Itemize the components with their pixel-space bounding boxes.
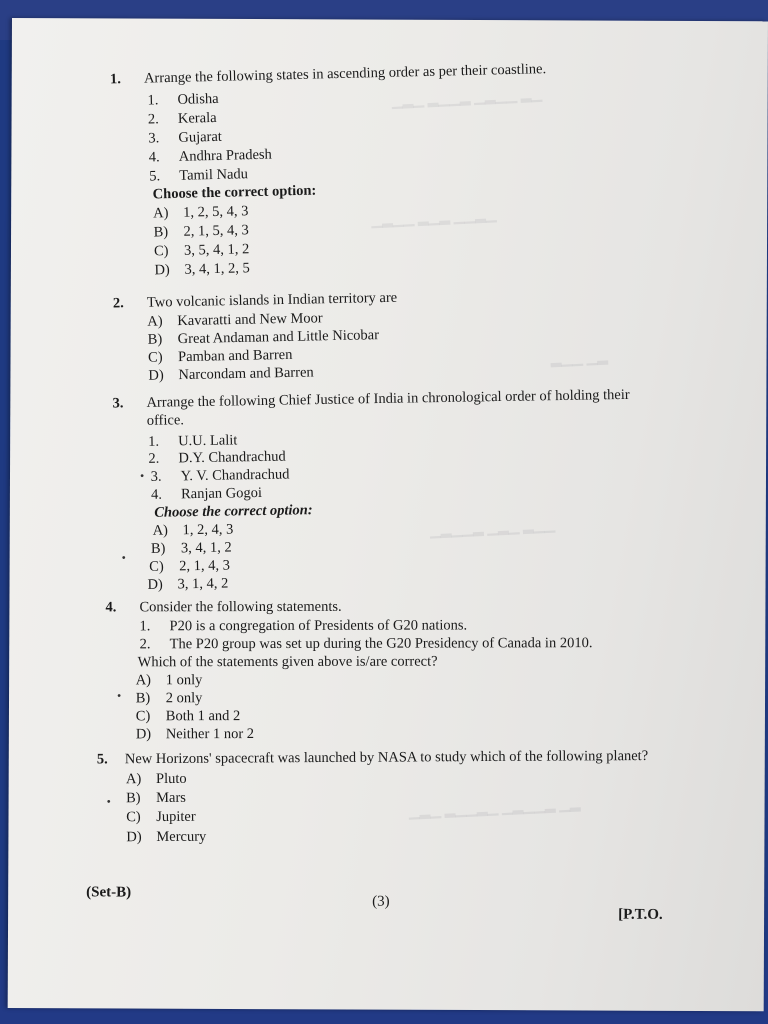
question-text: Arrange the following Chief Justice of India in chronological order of holding their	[146, 386, 630, 411]
question-text: Consider the following statements.	[139, 598, 342, 616]
question-number: 1.	[109, 71, 122, 88]
set-label: (Set-B)	[86, 884, 132, 901]
statement: 1. P20 is a congregation of Presidents of G20 nations.	[139, 617, 468, 635]
question-text-continued: office.	[146, 412, 185, 429]
option: A) 1, 2, 5, 4, 3	[152, 203, 249, 222]
show-through-text: ▁▂▁ ▂▁▁▂▁ ▁▂▁▁▂ ▁▂	[408, 796, 581, 821]
option: D) 3, 4, 1, 2, 5	[154, 260, 250, 279]
show-through-text: ▁▂▁▁▂ ▁▂▁ ▂▁▁	[429, 518, 556, 540]
question-text: New Horizons' spacecraft was launched by NASA to study which of the following planet?	[124, 748, 649, 768]
option: B) Great Andaman and Little Nicobar	[147, 327, 380, 348]
page-number: (3)	[372, 893, 390, 910]
list-item: 2. Kerala	[147, 109, 217, 128]
option: C) Jupiter	[126, 808, 196, 826]
option: B) 3, 4, 1, 2	[150, 539, 232, 557]
option: B) 2 only	[135, 690, 203, 707]
option: C) Both 1 and 2	[135, 708, 241, 725]
option: B) 2, 1, 5, 4, 3	[153, 222, 250, 241]
option: D) Narcondam and Barren	[148, 364, 314, 384]
option: D) 3, 1, 4, 2	[147, 575, 229, 593]
exam-page	[8, 18, 768, 1011]
pen-mark-icon: •	[121, 550, 126, 565]
option: D) Neither 1 nor 2	[135, 726, 255, 743]
list-item: 4. Andhra Pradesh	[148, 146, 273, 166]
list-item: 1. Odisha	[147, 90, 219, 109]
option: C) 2, 1, 4, 3	[149, 557, 231, 575]
question-prompt: Which of the statements given above is/are correct?	[137, 653, 438, 671]
option: A) Kavaratti and New Moor	[147, 310, 323, 330]
question-number: 2.	[112, 295, 125, 312]
option: C) 3, 5, 4, 1, 2	[153, 241, 250, 260]
show-through-text: ▂▁▁ ▁▂	[550, 350, 609, 368]
pen-mark-icon: •	[106, 794, 111, 809]
show-through-text: ▁▂▁▁ ▂▁▂ ▁▁▂▁	[370, 207, 497, 229]
option: A) 1 only	[135, 672, 203, 689]
pen-mark-icon: •	[117, 688, 122, 703]
show-through-text: ▁▂▁ ▂▁▁▂ ▁▂▁▁ ▂▁	[391, 87, 543, 110]
list-item: 2. D.Y. Chandrachud	[148, 448, 286, 467]
list-item: 4. Ranjan Gogoi	[150, 484, 263, 503]
question-text: Two volcanic islands in Indian territory are	[146, 289, 398, 311]
option: A) Pluto	[125, 770, 187, 788]
option: D) Mercury	[126, 828, 207, 846]
choose-instruction: Choose the correct option:	[152, 182, 317, 203]
list-item: 5. Tamil Nadu	[149, 166, 249, 185]
list-item: 3. Y. V. Chandrachud	[150, 466, 290, 485]
option: B) Mars	[126, 789, 186, 807]
statement: 2. The P20 group was set up during the G20 Presidency of Canada in 2010.	[139, 635, 593, 653]
question-text: Arrange the following states in ascending order as per their coastline.	[143, 61, 547, 87]
question-number: 4.	[105, 599, 117, 616]
option: C) Pamban and Barren	[147, 346, 293, 366]
pen-mark-icon: •	[139, 468, 145, 483]
question-number: 3.	[112, 395, 124, 412]
option: A) 1, 2, 4, 3	[152, 521, 234, 539]
list-item: 1. U.U. Lalit	[148, 432, 238, 450]
list-item: 3. Gujarat	[148, 128, 223, 147]
pto-label: [P.T.O.	[618, 906, 663, 923]
question-number: 5.	[96, 751, 108, 768]
choose-instruction: Choose the correct option:	[154, 502, 313, 521]
